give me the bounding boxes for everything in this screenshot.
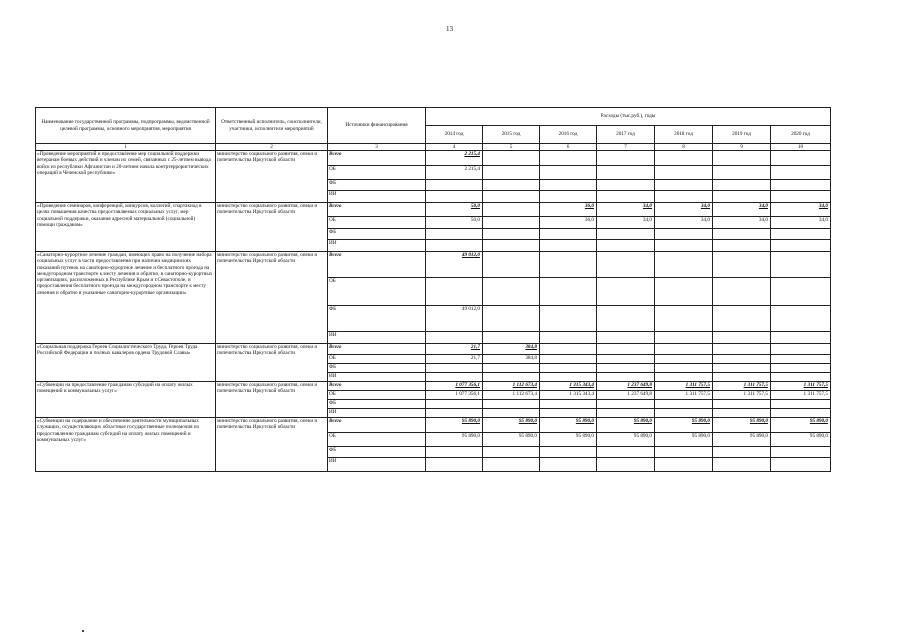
source-ii: ИИ — [328, 373, 426, 382]
amount-cell — [713, 458, 771, 472]
amount-cell: 1 311 757,5 — [655, 382, 713, 391]
amount-cell — [540, 180, 597, 191]
amount-cell — [713, 364, 771, 373]
amount-cell — [771, 252, 831, 278]
table-row — [36, 203, 831, 217]
amount-cell: 34,0 — [655, 203, 713, 217]
amount-cell — [655, 355, 713, 364]
amount-cell — [540, 400, 597, 409]
amount-cell — [713, 180, 771, 191]
amount-cell: 1 311 757,5 — [771, 391, 831, 400]
page-number: 13 — [446, 25, 453, 33]
amount-cell — [483, 306, 540, 332]
amount-cell — [597, 400, 655, 409]
amount-cell — [483, 217, 540, 229]
measure-executor: министерство социального развития, опеки и попечительства Иркутской области — [216, 382, 328, 418]
amount-cell: 2 215,4 — [426, 166, 483, 180]
amount-cell — [540, 252, 597, 278]
source-ob: ОБ — [328, 433, 426, 447]
amount-cell: 50,0 — [426, 217, 483, 229]
source-ob: ОБ — [328, 166, 426, 180]
amount-cell: 95 890,0 — [771, 418, 831, 433]
amount-cell — [483, 203, 540, 217]
amount-cell — [426, 409, 483, 418]
amount-cell — [483, 240, 540, 252]
amount-cell — [713, 355, 771, 364]
measure-executor: министерство социального развития, опеки и попечительства Иркутской области — [216, 418, 328, 472]
amount-cell — [426, 458, 483, 472]
table-header — [36, 108, 831, 151]
amount-cell: 36,0 — [540, 203, 597, 217]
scan-speck — [82, 630, 84, 632]
amount-cell — [655, 240, 713, 252]
amount-cell — [771, 447, 831, 458]
amount-cell — [655, 229, 713, 240]
amount-cell — [540, 447, 597, 458]
measure-name: «Санаторно-курортное лечение граждан, имеющих право на получение набора социальных услуг в части предоставления при наличии медицинских показаний путевок на санаторно-курортное лечение и бесплатного проезда на междугородном транспорте к месту лечения и обратно, в санаторно-курортных организациях, расположенных в Республике Крым и г.Севастополе, и предоставления бесплатного проезда на междугородном транспорте к месту лечения и обратно в указанные санаторно-курортные организации» — [36, 252, 216, 344]
source-total: Всего — [328, 344, 426, 355]
amount-cell — [483, 229, 540, 240]
amount-cell — [597, 180, 655, 191]
amount-cell: 95 890,0 — [426, 418, 483, 433]
amount-cell: 49 012,0 — [426, 306, 483, 332]
amount-cell — [426, 278, 483, 306]
amount-cell: 2 215,4 — [426, 151, 483, 166]
amount-cell: 95 890,0 — [483, 418, 540, 433]
source-fb: ФБ — [328, 400, 426, 409]
amount-cell — [483, 364, 540, 373]
column-number: 9 — [713, 144, 771, 151]
amount-cell — [426, 229, 483, 240]
amount-cell — [483, 278, 540, 306]
amount-cell — [483, 400, 540, 409]
column-number: 7 — [597, 144, 655, 151]
amount-cell — [713, 447, 771, 458]
amount-cell — [713, 373, 771, 382]
header-year: 2015 год — [483, 126, 540, 144]
amount-cell: 1 315 343,4 — [540, 382, 597, 391]
amount-cell — [655, 166, 713, 180]
amount-cell — [771, 191, 831, 203]
amount-cell — [597, 166, 655, 180]
table-row — [36, 344, 831, 355]
header-expenses: Расходы (тыс.руб.), годы — [426, 108, 831, 126]
amount-cell — [483, 373, 540, 382]
table-row — [36, 252, 831, 278]
amount-cell — [655, 252, 713, 278]
amount-cell — [483, 458, 540, 472]
amount-cell — [597, 447, 655, 458]
amount-cell: 95 890,0 — [483, 433, 540, 447]
amount-cell — [771, 458, 831, 472]
amount-cell — [655, 306, 713, 332]
amount-cell — [771, 373, 831, 382]
amount-cell — [771, 332, 831, 344]
amount-cell — [655, 400, 713, 409]
amount-cell — [483, 447, 540, 458]
header-executor: Ответственный исполнитель, соисполнители, участники, исполнители мероприятий — [216, 108, 328, 144]
amount-cell — [713, 306, 771, 332]
measure-name: «Субвенции на предоставление гражданам субсидий на оплату жилых помещений и коммунальных услуг» — [36, 382, 216, 418]
column-number: 5 — [483, 144, 540, 151]
source-fb: ФБ — [328, 364, 426, 373]
amount-cell: 95 890,0 — [713, 433, 771, 447]
amount-cell — [597, 344, 655, 355]
amount-cell — [597, 278, 655, 306]
source-total: Всего — [328, 252, 426, 278]
header-year: 2016 год — [540, 126, 597, 144]
amount-cell — [540, 151, 597, 166]
amount-cell: 34,0 — [713, 203, 771, 217]
measure-executor: министерство социального развития, опеки и попечительства Иркутской области — [216, 203, 328, 252]
measure-name: «Субвенции на содержание и обеспечение деятельности муниципальных служащих, осуществляющих областные государственные полномочия по предоставлению гражданам субсидий на оплату жилых помещений и коммунальных услуг» — [36, 418, 216, 472]
amount-cell: 1 311 757,5 — [713, 391, 771, 400]
measure-name: «Проведение мероприятий и предоставление мер социальной поддержки ветеранам боевых действий и членам их семей, связанных с 25-летием вывода войск из республики Афганистан и 20-летием начала контртеррористических операций в Чеченской республике» — [36, 151, 216, 203]
amount-cell — [426, 373, 483, 382]
amount-cell — [771, 306, 831, 332]
source-total: Всего — [328, 151, 426, 166]
column-number: 8 — [655, 144, 713, 151]
amount-cell — [597, 409, 655, 418]
amount-cell — [426, 364, 483, 373]
source-fb: ФБ — [328, 447, 426, 458]
amount-cell — [771, 400, 831, 409]
column-number: 6 — [540, 144, 597, 151]
amount-cell — [483, 252, 540, 278]
amount-cell: 95 890,0 — [655, 418, 713, 433]
amount-cell — [713, 252, 771, 278]
amount-cell: 49 012,0 — [426, 252, 483, 278]
source-ii: ИИ — [328, 332, 426, 344]
amount-cell — [655, 180, 713, 191]
column-number: 2 — [216, 144, 328, 151]
amount-cell — [426, 240, 483, 252]
amount-cell — [540, 306, 597, 332]
amount-cell — [540, 373, 597, 382]
amount-cell — [426, 191, 483, 203]
amount-cell: 1 311 757,5 — [655, 391, 713, 400]
amount-cell: 95 890,0 — [426, 433, 483, 447]
amount-cell — [771, 355, 831, 364]
amount-cell: 1 077 356,1 — [426, 382, 483, 391]
source-ii: ИИ — [328, 240, 426, 252]
header-sources: Источники финансирования — [328, 108, 426, 144]
amount-cell — [483, 409, 540, 418]
table-row — [36, 382, 831, 391]
amount-cell — [713, 344, 771, 355]
amount-cell — [540, 229, 597, 240]
amount-cell — [655, 373, 713, 382]
amount-cell — [483, 151, 540, 166]
amount-cell — [771, 409, 831, 418]
amount-cell — [540, 166, 597, 180]
amount-cell — [483, 332, 540, 344]
amount-cell — [655, 191, 713, 203]
amount-cell: 95 890,0 — [771, 433, 831, 447]
amount-cell: 21,7 — [426, 355, 483, 364]
column-number: 4 — [426, 144, 483, 151]
amount-cell — [655, 151, 713, 166]
table-body — [36, 151, 831, 472]
amount-cell — [597, 240, 655, 252]
source-ii: ИИ — [328, 409, 426, 418]
amount-cell: 95 890,0 — [540, 433, 597, 447]
column-number: 10 — [771, 144, 831, 151]
source-fb: ФБ — [328, 180, 426, 191]
amount-cell — [540, 409, 597, 418]
amount-cell: 95 890,0 — [713, 418, 771, 433]
amount-cell: 384,8 — [483, 344, 540, 355]
amount-cell — [540, 458, 597, 472]
amount-cell: 384,8 — [483, 355, 540, 364]
header-year: 2020 год — [771, 126, 831, 144]
amount-cell — [540, 191, 597, 203]
amount-cell: 95 890,0 — [597, 433, 655, 447]
amount-cell: 1 237 649,8 — [597, 391, 655, 400]
financing-table — [35, 107, 831, 472]
amount-cell — [597, 306, 655, 332]
amount-cell: 1 077 356,1 — [426, 391, 483, 400]
amount-cell — [483, 180, 540, 191]
amount-cell: 34,0 — [655, 217, 713, 229]
amount-cell — [426, 447, 483, 458]
amount-cell — [655, 278, 713, 306]
measure-executor: министерство социального развития, опеки и попечительства Иркутской области — [216, 151, 328, 203]
amount-cell — [597, 364, 655, 373]
header-year: 2019 год — [713, 126, 771, 144]
amount-cell — [713, 409, 771, 418]
amount-cell: 95 890,0 — [540, 418, 597, 433]
source-total: Всего — [328, 418, 426, 433]
amount-cell — [713, 400, 771, 409]
amount-cell — [713, 151, 771, 166]
amount-cell: 1 112 673,4 — [483, 382, 540, 391]
amount-cell: 34,0 — [713, 217, 771, 229]
amount-cell — [771, 240, 831, 252]
amount-cell — [655, 458, 713, 472]
amount-cell: 50,0 — [426, 203, 483, 217]
amount-cell — [426, 180, 483, 191]
amount-cell — [540, 364, 597, 373]
amount-cell — [597, 229, 655, 240]
amount-cell — [483, 166, 540, 180]
source-ii: ИИ — [328, 191, 426, 203]
measure-name: «Проведение семинаров, конференций, конкурсов, коллегий, спартакиад в целях повышения качества предоставляемых социальных услуг, мер социальной поддержки, оказания адресной материальной (социальной) помощи гражданам» — [36, 203, 216, 252]
amount-cell — [597, 355, 655, 364]
amount-cell: 34,0 — [771, 217, 831, 229]
amount-cell — [713, 229, 771, 240]
header-year: 2014 год — [426, 126, 483, 144]
amount-cell — [540, 278, 597, 306]
header-name: Наименование государственной программы, подпрограммы, ведомственной целевой программы, основного мероприятия, мероприятия — [36, 108, 216, 144]
header-year: 2017 год — [597, 126, 655, 144]
source-total: Всего — [328, 382, 426, 391]
header-year: 2018 год — [655, 126, 713, 144]
amount-cell — [597, 458, 655, 472]
table-row — [36, 418, 831, 433]
amount-cell — [655, 364, 713, 373]
amount-cell: 1 315 343,4 — [540, 391, 597, 400]
amount-cell: 21,7 — [426, 344, 483, 355]
amount-cell — [771, 180, 831, 191]
amount-cell: 34,0 — [597, 217, 655, 229]
source-ii: ИИ — [328, 458, 426, 472]
source-ob: ОБ — [328, 355, 426, 364]
amount-cell — [655, 447, 713, 458]
amount-cell: 34,0 — [597, 203, 655, 217]
source-ob: ОБ — [328, 278, 426, 306]
amount-cell — [771, 151, 831, 166]
amount-cell — [713, 332, 771, 344]
amount-cell — [655, 332, 713, 344]
amount-cell — [655, 344, 713, 355]
amount-cell: 1 311 757,5 — [713, 382, 771, 391]
source-fb: ФБ — [328, 306, 426, 332]
amount-cell: 95 890,0 — [655, 433, 713, 447]
amount-cell — [483, 191, 540, 203]
amount-cell — [540, 355, 597, 364]
amount-cell: 95 890,0 — [597, 418, 655, 433]
amount-cell: 1 237 649,8 — [597, 382, 655, 391]
amount-cell — [771, 166, 831, 180]
amount-cell — [713, 240, 771, 252]
amount-cell — [426, 400, 483, 409]
amount-cell — [713, 191, 771, 203]
source-ob: ОБ — [328, 391, 426, 400]
amount-cell — [540, 344, 597, 355]
amount-cell — [713, 278, 771, 306]
column-number: 1 — [36, 144, 216, 151]
amount-cell — [597, 191, 655, 203]
amount-cell — [597, 373, 655, 382]
amount-cell — [540, 240, 597, 252]
amount-cell — [597, 151, 655, 166]
measure-executor: министерство социального развития, опеки и попечительства Иркутской области — [216, 252, 328, 344]
amount-cell — [771, 344, 831, 355]
measure-executor: министерство социального развития, опеки и попечительства Иркутской области — [216, 344, 328, 382]
amount-cell: 34,0 — [771, 203, 831, 217]
amount-cell — [771, 278, 831, 306]
amount-cell — [597, 252, 655, 278]
source-fb: ФБ — [328, 229, 426, 240]
amount-cell — [713, 166, 771, 180]
column-number: 3 — [328, 144, 426, 151]
amount-cell: 1 311 757,5 — [771, 382, 831, 391]
amount-cell — [540, 332, 597, 344]
source-total: Всего — [328, 203, 426, 217]
amount-cell — [426, 332, 483, 344]
amount-cell: 36,0 — [540, 217, 597, 229]
table-row — [36, 151, 831, 166]
source-ob: ОБ — [328, 217, 426, 229]
measure-name: «Социальная поддержка Героев Социалистического Труда, Героев Труда Российской Федерации и полных кавалеров ордена Трудовой Славы» — [36, 344, 216, 382]
amount-cell: 1 112 673,4 — [483, 391, 540, 400]
amount-cell — [771, 364, 831, 373]
amount-cell — [597, 332, 655, 344]
amount-cell — [771, 229, 831, 240]
amount-cell — [655, 409, 713, 418]
